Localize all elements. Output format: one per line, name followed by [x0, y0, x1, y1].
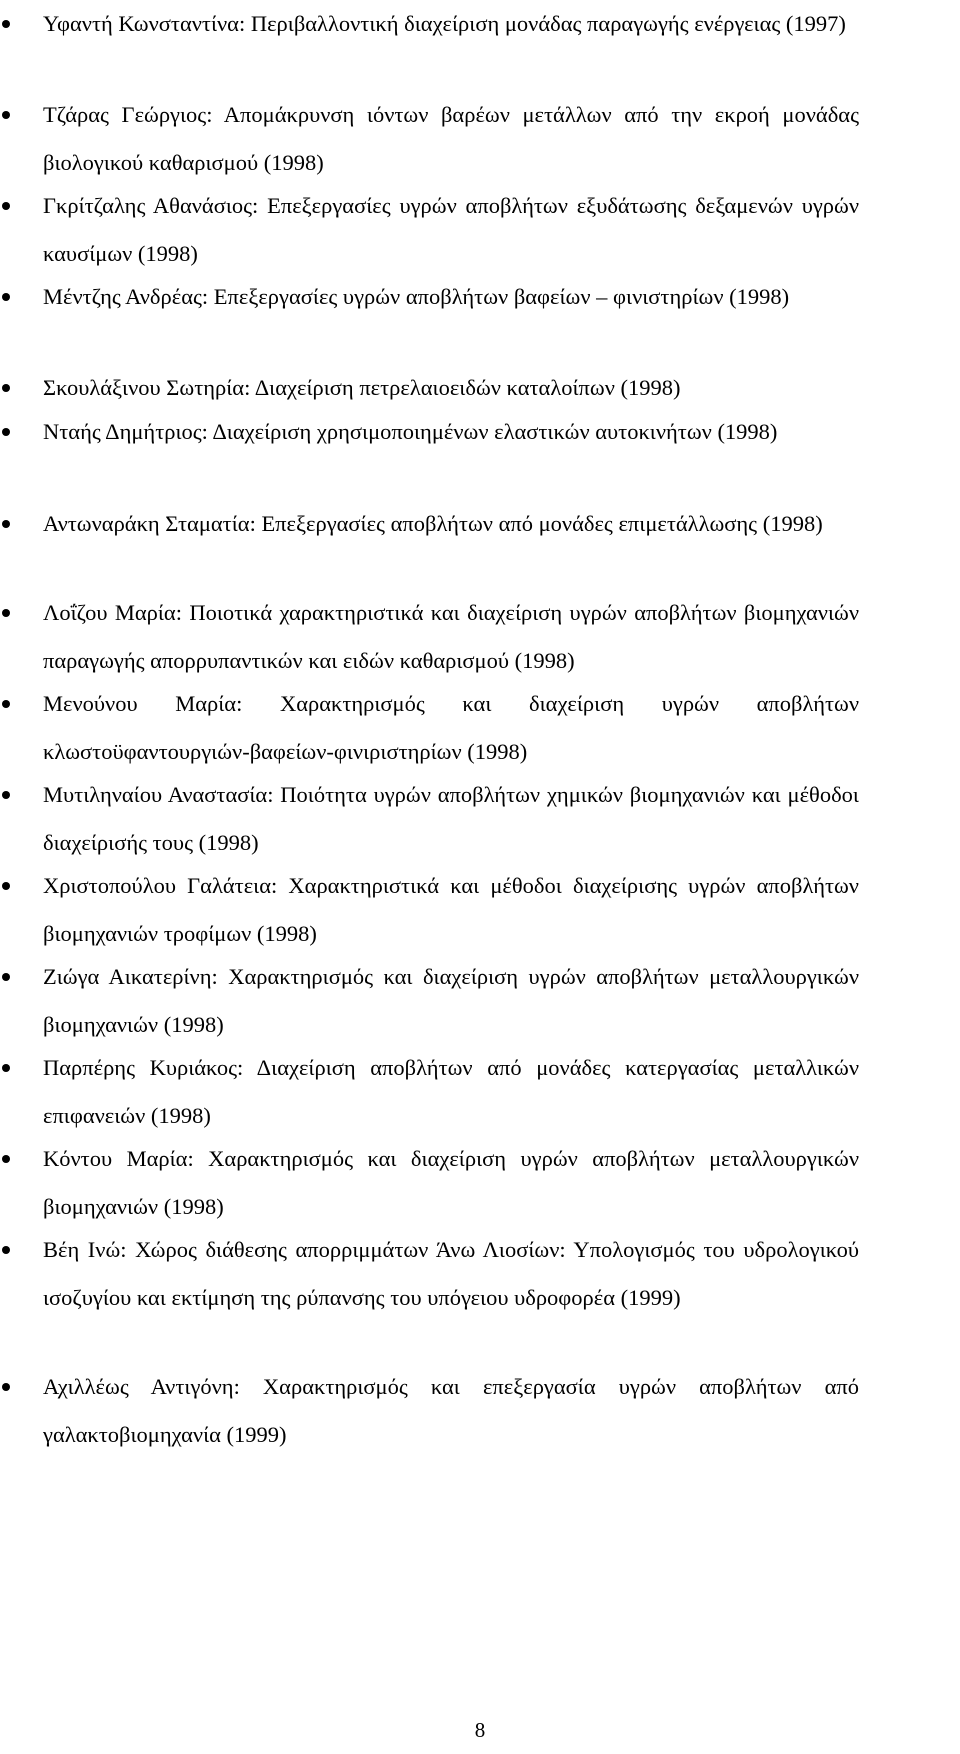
- list-item: [0, 953, 859, 1049]
- list-item: [0, 862, 859, 958]
- bullet-icon: [2, 973, 10, 981]
- list-item-text: Λοΐζου Μαρία: Ποιοτικά χαρακτηριστικά και διαχείριση υγρών αποβλήτων βιομηχανιών παραγωγής απορρυπαντικών και ειδών καθαρισμού (1998): [43, 600, 859, 674]
- bullet-icon: [2, 1064, 10, 1072]
- list-item-text: Μενούνου Μαρία: Χαρακτηρισμός και διαχείριση υγρών αποβλήτων κλωστοϋφαντουργιών-βαφείων-φινιριστηρίων (1998): [43, 691, 859, 765]
- list-item: [0, 1363, 859, 1459]
- list-item: [0, 273, 859, 321]
- list-item: [0, 364, 859, 412]
- list-item-text: Κόντου Μαρία: Χαρακτηρισμός και διαχείριση υγρών αποβλήτων μεταλλουργικών βιομηχανιών (1998): [43, 1146, 859, 1220]
- list-item: [0, 500, 859, 548]
- bullet-icon: [2, 882, 10, 890]
- list-item-text: Νταής Δημήτριος: Διαχείριση χρησιμοποιημένων ελαστικών αυτοκινήτων (1998): [43, 419, 778, 444]
- bullet-icon: [2, 293, 10, 301]
- list-item-text: Βέη Ινώ: Χώρος διάθεσης απορριμμάτων Άνω Λιοσίων: Υπολογισμός του υδρολογικού ισοζυγίου και εκτίμηση της ρύπανσης του υπόγειου υδροφορέα (1999): [43, 1237, 859, 1311]
- list-item: [0, 771, 859, 867]
- list-item-text: Παρπέρης Κυριάκος: Διαχείριση αποβλήτων από μονάδες κατεργασίας μεταλλικών επιφανειών (1998): [43, 1055, 859, 1129]
- list-item: [0, 1044, 859, 1140]
- list-item: [0, 91, 859, 187]
- bullet-icon: [2, 1383, 10, 1391]
- bullet-icon: [2, 428, 10, 436]
- list-item-text: Τζάρας Γεώργιος: Απομάκρυνση ιόντων βαρέων μετάλλων από την εκροή μονάδας βιολογικού καθαρισμού (1998): [43, 102, 859, 176]
- page-number: 8: [474, 1718, 486, 1742]
- bullet-icon: [2, 202, 10, 210]
- list-item-text: Χριστοπούλου Γαλάτεια: Χαρακτηριστικά και μέθοδοι διαχείρισης υγρών αποβλήτων βιομηχανιών τροφίμων (1998): [43, 873, 859, 947]
- list-item: [0, 0, 859, 48]
- bullet-icon: [2, 791, 10, 799]
- list-item-text: Μυτιληναίου Αναστασία: Ποιότητα υγρών αποβλήτων χημικών βιομηχανιών και μέθοδοι διαχείρισής τους (1998): [43, 782, 859, 856]
- bullet-icon: [2, 1246, 10, 1254]
- list-item: [0, 680, 859, 776]
- bullet-icon: [2, 384, 10, 392]
- list-item-text: Μέντζης Ανδρέας: Επεξεργασίες υγρών αποβλήτων βαφείων – φινιστηρίων (1998): [43, 284, 790, 309]
- bullet-icon: [2, 1155, 10, 1163]
- list-item: [0, 1226, 859, 1322]
- list-item: [0, 1135, 859, 1231]
- bullet-icon: [2, 700, 10, 708]
- list-item-text: Σκουλάξινου Σωτηρία: Διαχείριση πετρελαιοειδών καταλοίπων (1998): [43, 375, 681, 400]
- bullet-icon: [2, 20, 10, 28]
- list-item: [0, 182, 859, 278]
- list-item: [0, 408, 859, 456]
- list-item-text: Υφαντή Κωνσταντίνα: Περιβαλλοντική διαχείριση μονάδας παραγωγής ενέργειας (1997): [43, 11, 846, 36]
- bullet-icon: [2, 111, 10, 119]
- bullet-icon: [2, 609, 10, 617]
- list-item-text: Αχιλλέως Αντιγόνη: Χαρακτηρισμός και επεξεργασία υγρών αποβλήτων από γαλακτοβιομηχανία (1999): [43, 1374, 859, 1448]
- list-item-text: Γκρίτζαλης Αθανάσιος: Επεξεργασίες υγρών αποβλήτων εξυδάτωσης δεξαμενών υγρών καυσίμων (1998): [43, 193, 859, 267]
- list-item-text: Ζιώγα Αικατερίνη: Χαρακτηρισμός και διαχείριση υγρών αποβλήτων μεταλλουργικών βιομηχανιών (1998): [43, 964, 859, 1038]
- list-item: [0, 589, 859, 685]
- bullet-icon: [2, 520, 10, 528]
- list-item-text: Αντωναράκη Σταματία: Επεξεργασίες αποβλήτων από μονάδες επιμετάλλωσης (1998): [43, 511, 823, 536]
